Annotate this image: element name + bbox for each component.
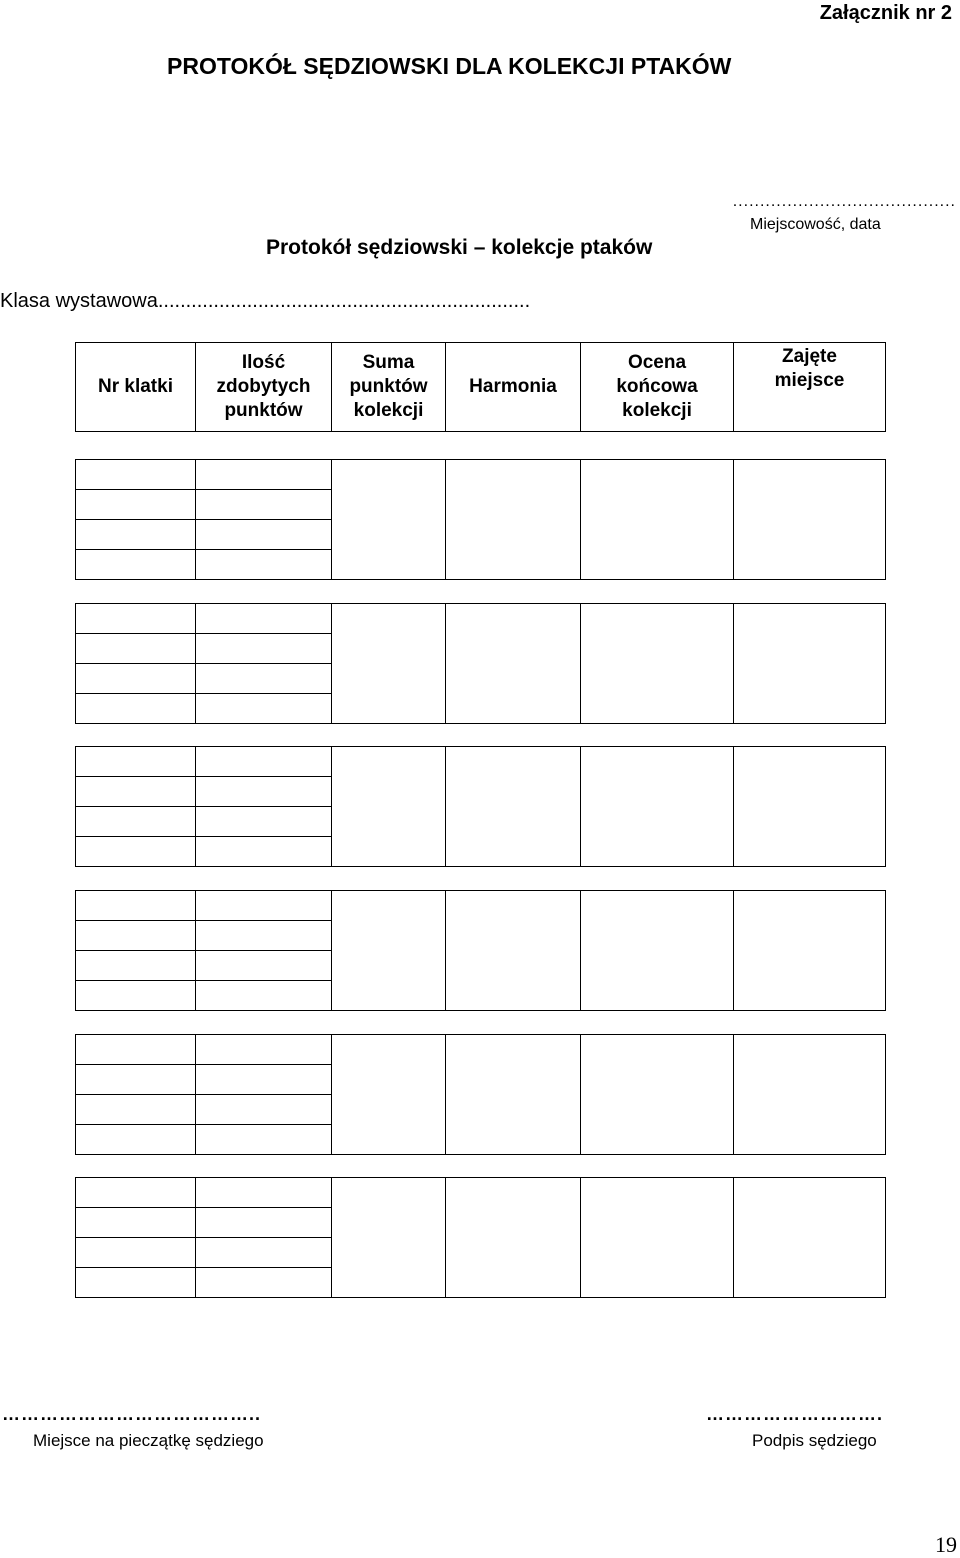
place-cell — [734, 891, 886, 1011]
cage-number-cell — [76, 550, 196, 580]
final-score-cell — [581, 747, 734, 867]
points-earned-cell — [196, 520, 332, 550]
place-cell — [734, 460, 886, 580]
points-earned-cell — [196, 777, 332, 807]
place-cell — [734, 1178, 886, 1298]
column-header-cage-number: Nr klatki — [76, 343, 196, 432]
place-date-label: Miejscowość, data — [750, 216, 881, 233]
table-row — [76, 891, 886, 921]
place-cell — [734, 1035, 886, 1155]
cage-number-cell — [76, 634, 196, 664]
cage-number-cell — [76, 837, 196, 867]
cage-number-cell — [76, 604, 196, 634]
points-earned-cell — [196, 981, 332, 1011]
cage-number-cell — [76, 460, 196, 490]
cage-number-cell — [76, 1095, 196, 1125]
column-header-final-score: Ocena końcowa kolekcji — [581, 343, 734, 432]
points-earned-cell — [196, 1125, 332, 1155]
cage-number-cell — [76, 1065, 196, 1095]
points-earned-cell — [196, 891, 332, 921]
score-block — [75, 459, 886, 580]
points-earned-cell — [196, 747, 332, 777]
points-earned-cell — [196, 1238, 332, 1268]
points-earned-cell — [196, 1208, 332, 1238]
cage-number-cell — [76, 664, 196, 694]
points-earned-cell — [196, 1178, 332, 1208]
cage-number-cell — [76, 1268, 196, 1298]
points-earned-cell — [196, 1035, 332, 1065]
cage-number-cell — [76, 490, 196, 520]
harmony-cell — [446, 891, 581, 1011]
cage-number-cell — [76, 1125, 196, 1155]
points-earned-cell — [196, 1268, 332, 1298]
cage-number-cell — [76, 777, 196, 807]
place-cell — [734, 747, 886, 867]
cage-number-cell — [76, 1208, 196, 1238]
cage-number-cell — [76, 694, 196, 724]
score-block — [75, 1177, 886, 1298]
harmony-cell — [446, 1178, 581, 1298]
page-number: 19 — [935, 1532, 957, 1557]
final-score-cell — [581, 891, 734, 1011]
points-earned-cell — [196, 837, 332, 867]
collection-points-sum-cell — [332, 1035, 446, 1155]
place-cell — [734, 604, 886, 724]
stamp-label: Miejsce na pieczątkę sędziego — [33, 1431, 264, 1450]
score-table-header — [75, 342, 886, 432]
page-title: PROTOKÓŁ SĘDZIOWSKI DLA KOLEKCJI PTAKÓW — [167, 53, 732, 79]
cage-number-cell — [76, 1035, 196, 1065]
harmony-cell — [446, 604, 581, 724]
points-earned-cell — [196, 921, 332, 951]
points-earned-cell — [196, 1095, 332, 1125]
harmony-cell — [446, 460, 581, 580]
points-earned-cell — [196, 460, 332, 490]
stamp-dots: ………………………………….. — [2, 1404, 262, 1424]
final-score-cell — [581, 1035, 734, 1155]
table-row — [76, 604, 886, 634]
column-header-place: Zajęte miejsce — [734, 343, 886, 432]
annex-label: Załącznik nr 2 — [819, 2, 952, 24]
points-earned-cell — [196, 1065, 332, 1095]
signature-label: Podpis sędziego — [752, 1431, 877, 1450]
collection-points-sum-cell — [332, 460, 446, 580]
points-earned-cell — [196, 604, 332, 634]
collection-points-sum-cell — [332, 747, 446, 867]
column-header-points-earned: Ilość zdobytych punktów — [196, 343, 332, 432]
points-earned-cell — [196, 664, 332, 694]
collection-points-sum-cell — [332, 891, 446, 1011]
column-header-collection-points-sum: Suma punktów kolekcji — [332, 343, 446, 432]
cage-number-cell — [76, 520, 196, 550]
points-earned-cell — [196, 634, 332, 664]
points-earned-cell — [196, 951, 332, 981]
cage-number-cell — [76, 1178, 196, 1208]
points-earned-cell — [196, 550, 332, 580]
final-score-cell — [581, 1178, 734, 1298]
table-row — [76, 1035, 886, 1065]
score-block — [75, 603, 886, 724]
points-earned-cell — [196, 490, 332, 520]
table-row — [76, 1178, 886, 1208]
table-row — [76, 460, 886, 490]
cage-number-cell — [76, 951, 196, 981]
place-date-dots: ......................................... — [732, 193, 956, 210]
points-earned-cell — [196, 694, 332, 724]
exhibition-class-line: Klasa wystawowa................................................................... — [0, 290, 531, 312]
score-block — [75, 746, 886, 867]
protocol-subtitle: Protokół sędziowski – kolekcje ptaków — [266, 236, 653, 259]
column-header-harmony: Harmonia — [446, 343, 581, 432]
cage-number-cell — [76, 891, 196, 921]
collection-points-sum-cell — [332, 1178, 446, 1298]
harmony-cell — [446, 1035, 581, 1155]
score-block — [75, 890, 886, 1011]
collection-points-sum-cell — [332, 604, 446, 724]
cage-number-cell — [76, 921, 196, 951]
cage-number-cell — [76, 1238, 196, 1268]
cage-number-cell — [76, 981, 196, 1011]
points-earned-cell — [196, 807, 332, 837]
harmony-cell — [446, 747, 581, 867]
cage-number-cell — [76, 807, 196, 837]
final-score-cell — [581, 460, 734, 580]
final-score-cell — [581, 604, 734, 724]
table-row — [76, 747, 886, 777]
signature-dots: ………………………. — [706, 1404, 884, 1424]
score-block — [75, 1034, 886, 1155]
cage-number-cell — [76, 747, 196, 777]
